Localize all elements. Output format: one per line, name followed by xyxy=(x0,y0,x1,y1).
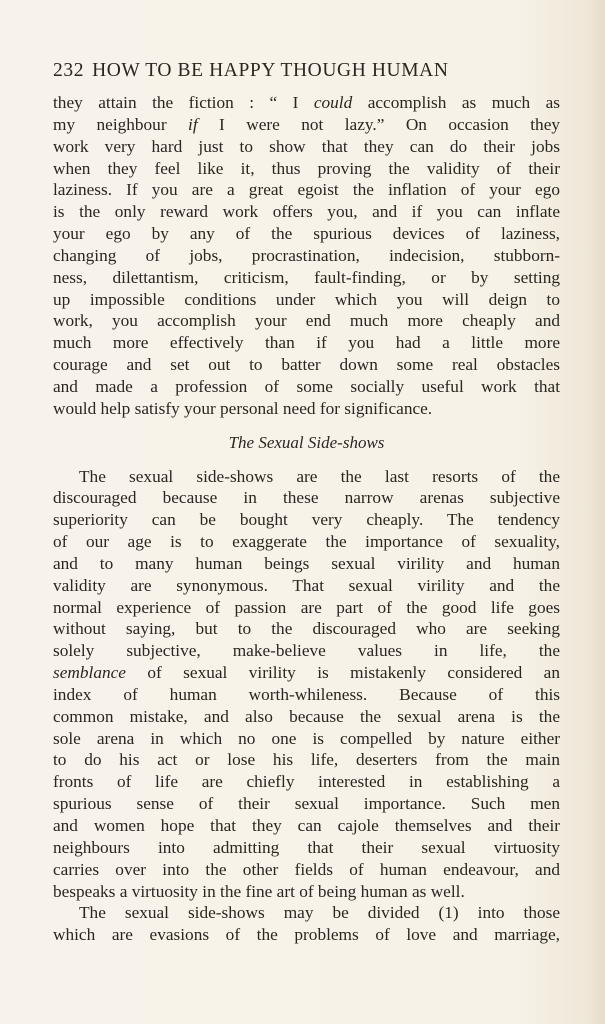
text-line: spurious sense of their sexual importance. Such men xyxy=(53,794,560,814)
paragraph-3 xyxy=(53,902,560,946)
paragraph-1 xyxy=(53,92,560,420)
text-line: normal experience of passion are part of the good life goes xyxy=(53,597,560,617)
text-line: validity are synonymous. That sexual virility and the xyxy=(53,575,560,595)
text-line: index of human worth-whileness. Because of this xyxy=(53,684,560,704)
text-line: The sexual side-shows are the last resorts of the xyxy=(79,466,560,486)
section-heading: The Sexual Side-shows xyxy=(228,432,385,452)
text-line: is the only reward work offers you, and if you can inflate xyxy=(53,202,560,222)
text-line: and women hope that they can cajole themselves and their xyxy=(53,816,560,835)
text-line: and made a profession of some socially useful work that xyxy=(53,376,560,396)
text-line: fronts of life are chiefly interested in establishing a xyxy=(53,772,560,792)
text-line: carries over into the other fields of human endeavour, and xyxy=(53,859,560,879)
paragraph-2 xyxy=(53,466,560,903)
text-line: ness, dilettantism, criticism, fault-finding, or by setting xyxy=(53,267,560,287)
book-title: HOW TO BE HAPPY THOUGH HUMAN xyxy=(92,60,449,81)
text-line: common mistake, and also because the sexual arena is the xyxy=(53,706,560,726)
text-line: changing of jobs, procrastination, indecision, stubborn- xyxy=(53,245,560,265)
text-line: discouraged because in these narrow arenas subjective xyxy=(53,488,560,508)
text-line: semblance of sexual virility is mistakenly considered an xyxy=(53,663,560,683)
text-line: solely subjective, make-believe values in life, the xyxy=(53,641,560,661)
text-line: without saying, but to the discouraged who are seeking xyxy=(53,619,560,639)
text-line: of our age is to exaggerate the importance of sexuality, xyxy=(53,532,560,552)
page-body xyxy=(53,92,560,946)
text-line: sole arena in which no one is compelled by nature either xyxy=(53,728,560,748)
text-line: your ego by any of the spurious devices of laziness, xyxy=(53,224,560,244)
running-head xyxy=(53,60,563,82)
emphasis-text: if xyxy=(188,114,198,134)
text-line: which are evasions of the problems of love and marriage, xyxy=(53,925,560,945)
text-line: up impossible conditions under which you will deign to xyxy=(53,289,560,309)
text-line: would help satisfy your personal need for significance. xyxy=(53,398,433,418)
text-line: The sexual side-shows may be divided (1) into those xyxy=(79,903,560,923)
text-line: they attain the fiction : “ I could accomplish as much as xyxy=(53,93,560,112)
text-line: and to many human beings sexual virility and human xyxy=(53,553,560,573)
text-line: to do his act or lose his life, deserters from the main xyxy=(53,750,560,770)
text-line: work, you accomplish your end much more cheaply and xyxy=(53,311,560,331)
text-line: bespeaks a virtuosity in the fine art of being human as well. xyxy=(53,881,465,901)
emphasis-text: semblance xyxy=(53,663,126,683)
text-line: work very hard just to show that they can do their jobs xyxy=(53,136,560,156)
text-line: laziness. If you are a great egoist the inflation of your ego xyxy=(53,180,560,200)
emphasis-text: could xyxy=(313,93,353,112)
text-line: my neighbour if I were not lazy.” On occasion they xyxy=(53,114,561,134)
text-line: much more effectively than if you had a little more xyxy=(53,333,560,353)
text-line: superiority can be bought very cheaply. The tendency xyxy=(53,510,560,530)
text-line: courage and set out to batter down some real obstacles xyxy=(53,355,560,375)
page-number: 232 xyxy=(53,60,85,81)
text-line: neighbours into admitting that their sexual virtuosity xyxy=(53,837,560,857)
text-line: when they feel like it, thus proving the validity of their xyxy=(53,158,560,178)
